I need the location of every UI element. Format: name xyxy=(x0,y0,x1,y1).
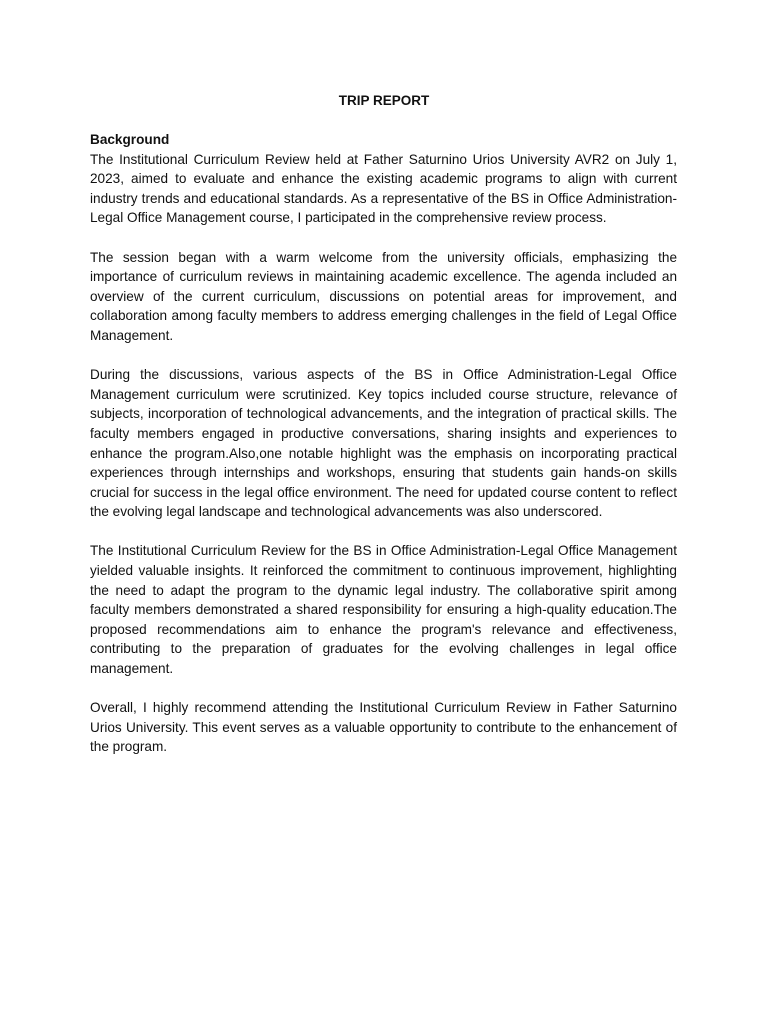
document-title: TRIP REPORT xyxy=(338,93,430,108)
paragraph-1: The Institutional Curriculum Review held at Father Saturnino Urios University AVR2 on July 1, 2023, aimed to evaluate and enhance the existing academic programs to align with current industry trends and educational standards. As a representative of the BS in Office Administration-Legal Office Management course, I participated in the comprehensive review process. xyxy=(90,151,677,226)
paragraph-5: Overall, I highly recommend attending the Institutional Curriculum Review in Father Saturnino Urios University. This event serves as a valuable opportunity to contribute to the enhancement of the program. xyxy=(90,700,677,755)
paragraph-2: The session began with a warm welcome from the university officials, emphasizing the importance of curriculum reviews in maintaining academic excellence. The agenda included an overview of the current curriculum, discussions on potential areas for improvement, and collaboration among faculty members to address emerging challenges in the field of Legal Office Management. xyxy=(90,249,677,343)
section-heading-background: Background xyxy=(90,132,170,147)
document-body xyxy=(90,130,677,777)
paragraph-3: During the discussions, various aspects of the BS in Office Administration-Legal Office Management curriculum were scrutinized. Key topics included course structure, relevance of subjects, incorporation of technological advancements, and the integration of practical skills. The faculty members engaged in productive conversations, sharing insights and experiences to enhance the program.Also,one notable highlight was the emphasis on incorporating practical experiences through internships and workshops, ensuring that students gain hands-on skills crucial for success in the legal office environment. The need for updated course content to reflect the evolving legal landscape and technological advancements was also underscored. xyxy=(90,367,677,520)
paragraph-4: The Institutional Curriculum Review for the BS in Office Administration-Legal Office Management yielded valuable insights. It reinforced the commitment to continuous improvement, highlighting the need to adapt the program to the dynamic legal industry. The collaborative spirit among faculty members demonstrated a shared responsibility for ensuring a high-quality education.The proposed recommendations aim to enhance the program's relevance and effectiveness, contributing to the preparation of graduates for the evolving challenges in legal office management. xyxy=(90,543,677,677)
